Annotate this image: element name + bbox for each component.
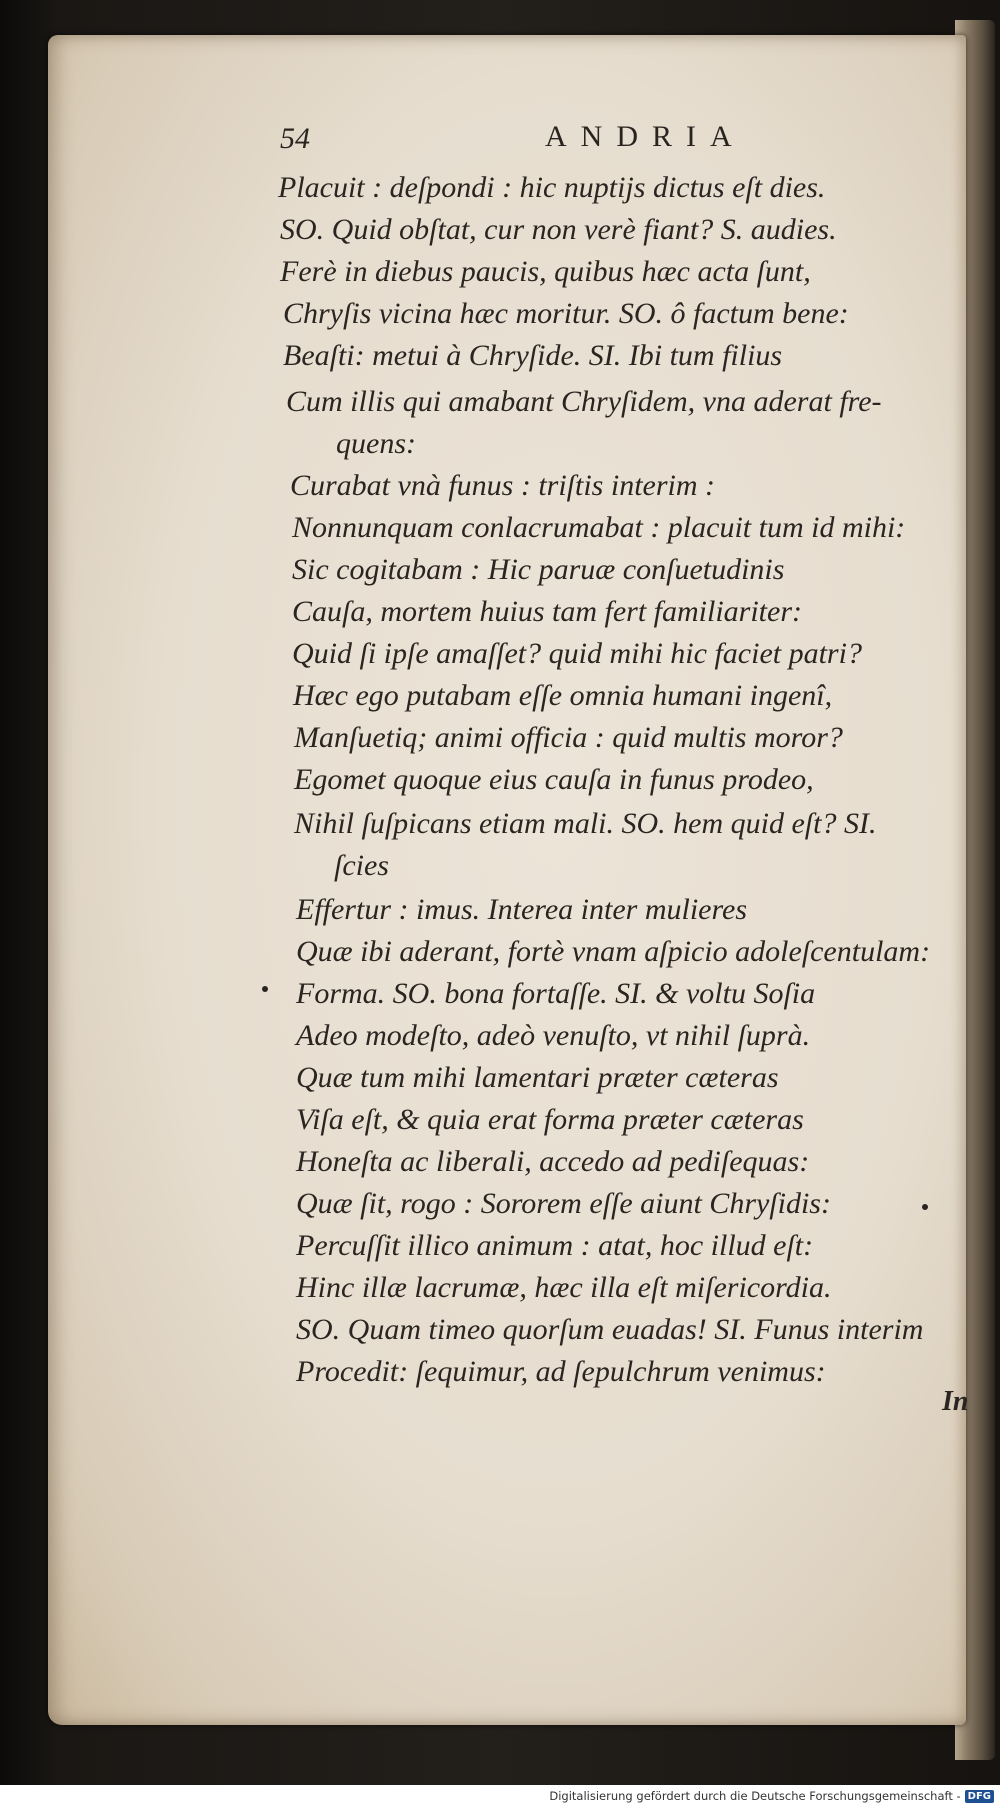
text-line: SO. Quid obſtat, cur non verè fiant? S. audies. bbox=[280, 213, 837, 246]
text-line: Quæ tum mihi lamentari præter cæteras bbox=[296, 1061, 779, 1094]
text-line: Forma. SO. bona fortaſſe. SI. & voltu Soſia bbox=[296, 977, 816, 1010]
text-line: Adeo modeſto, adeò venuſto, vt nihil ſuprà. bbox=[296, 1019, 811, 1052]
text-line: Quæ ibi aderant, fortè vnam aſpicio adoleſcentulam: bbox=[296, 935, 931, 968]
ink-speck bbox=[922, 1204, 928, 1210]
text-line: Nonnunquam conlacrumabat : placuit tum id mihi: bbox=[292, 511, 906, 544]
text-line: Procedit: ſequimur, ad ſepulchrum venimus: bbox=[296, 1355, 826, 1388]
text-line: Egomet quoque eius cauſa in funus prodeo, bbox=[294, 763, 814, 796]
text-line: Cauſa, mortem huius tam fert familiariter: bbox=[292, 595, 802, 628]
running-head: ANDRIA bbox=[545, 120, 746, 153]
text-line: Effertur : imus. Interea inter mulieres bbox=[296, 893, 748, 926]
text-line: Chryſis vicina hæc moritur. SO. ô factum bene: bbox=[283, 297, 849, 330]
ink-speck bbox=[262, 986, 268, 992]
text-line: Honeſta ac liberali, accedo ad pediſequas: bbox=[296, 1145, 810, 1178]
text-line: Hæc ego putabam eſſe omnia humani ingenî, bbox=[293, 679, 833, 712]
digitization-footer bbox=[0, 1785, 1000, 1807]
text-line: Placuit : deſpondi : hic nuptijs dictus eſt dies. bbox=[278, 171, 826, 204]
text-line: Cum illis qui amabant Chryſidem, vna aderat fre- bbox=[286, 385, 882, 418]
footer-credit: Digitalisierung gefördert durch die Deutsche Forschungsgemeinschaft - bbox=[549, 1789, 961, 1803]
text-line: Manſuetiq; animi officia : quid multis moror? bbox=[294, 721, 843, 754]
page-number: 54 bbox=[280, 122, 310, 155]
text-line: Nihil ſuſpicans etiam mali. SO. hem quid eſt? SI. bbox=[294, 807, 877, 840]
text-line: Quæ ſit, rogo : Sororem eſſe aiunt Chryſidis: bbox=[296, 1187, 831, 1220]
text-line: Ferè in diebus paucis, quibus hæc acta ſunt, bbox=[280, 255, 811, 288]
text-line: Beaſti: metui à Chryſide. SI. Ibi tum filius bbox=[283, 339, 783, 372]
catchword: In bbox=[942, 1386, 969, 1417]
text-line: ſcies bbox=[334, 849, 389, 882]
text-line: Curabat vnà funus : triſtis interim : bbox=[290, 469, 716, 502]
text-line: Quid ſi ipſe amaſſet? quid mihi hic faciet patri? bbox=[292, 637, 862, 670]
text-line: Sic cogitabam : Hic paruæ conſuetudinis bbox=[292, 553, 785, 586]
text-line: Viſa eſt, & quia erat forma præter cæteras bbox=[296, 1103, 804, 1136]
text-line: SO. Quam timeo quorſum euadas! SI. Funus interim bbox=[296, 1313, 924, 1346]
dfg-logo-icon: DFG bbox=[965, 1790, 994, 1803]
text-line: Hinc illæ lacrumæ, hæc illa eſt miſericordia. bbox=[296, 1271, 832, 1304]
text-line: Percuſſit illico animum : atat, hoc illud eſt: bbox=[296, 1229, 814, 1262]
text-line: quens: bbox=[336, 427, 416, 460]
